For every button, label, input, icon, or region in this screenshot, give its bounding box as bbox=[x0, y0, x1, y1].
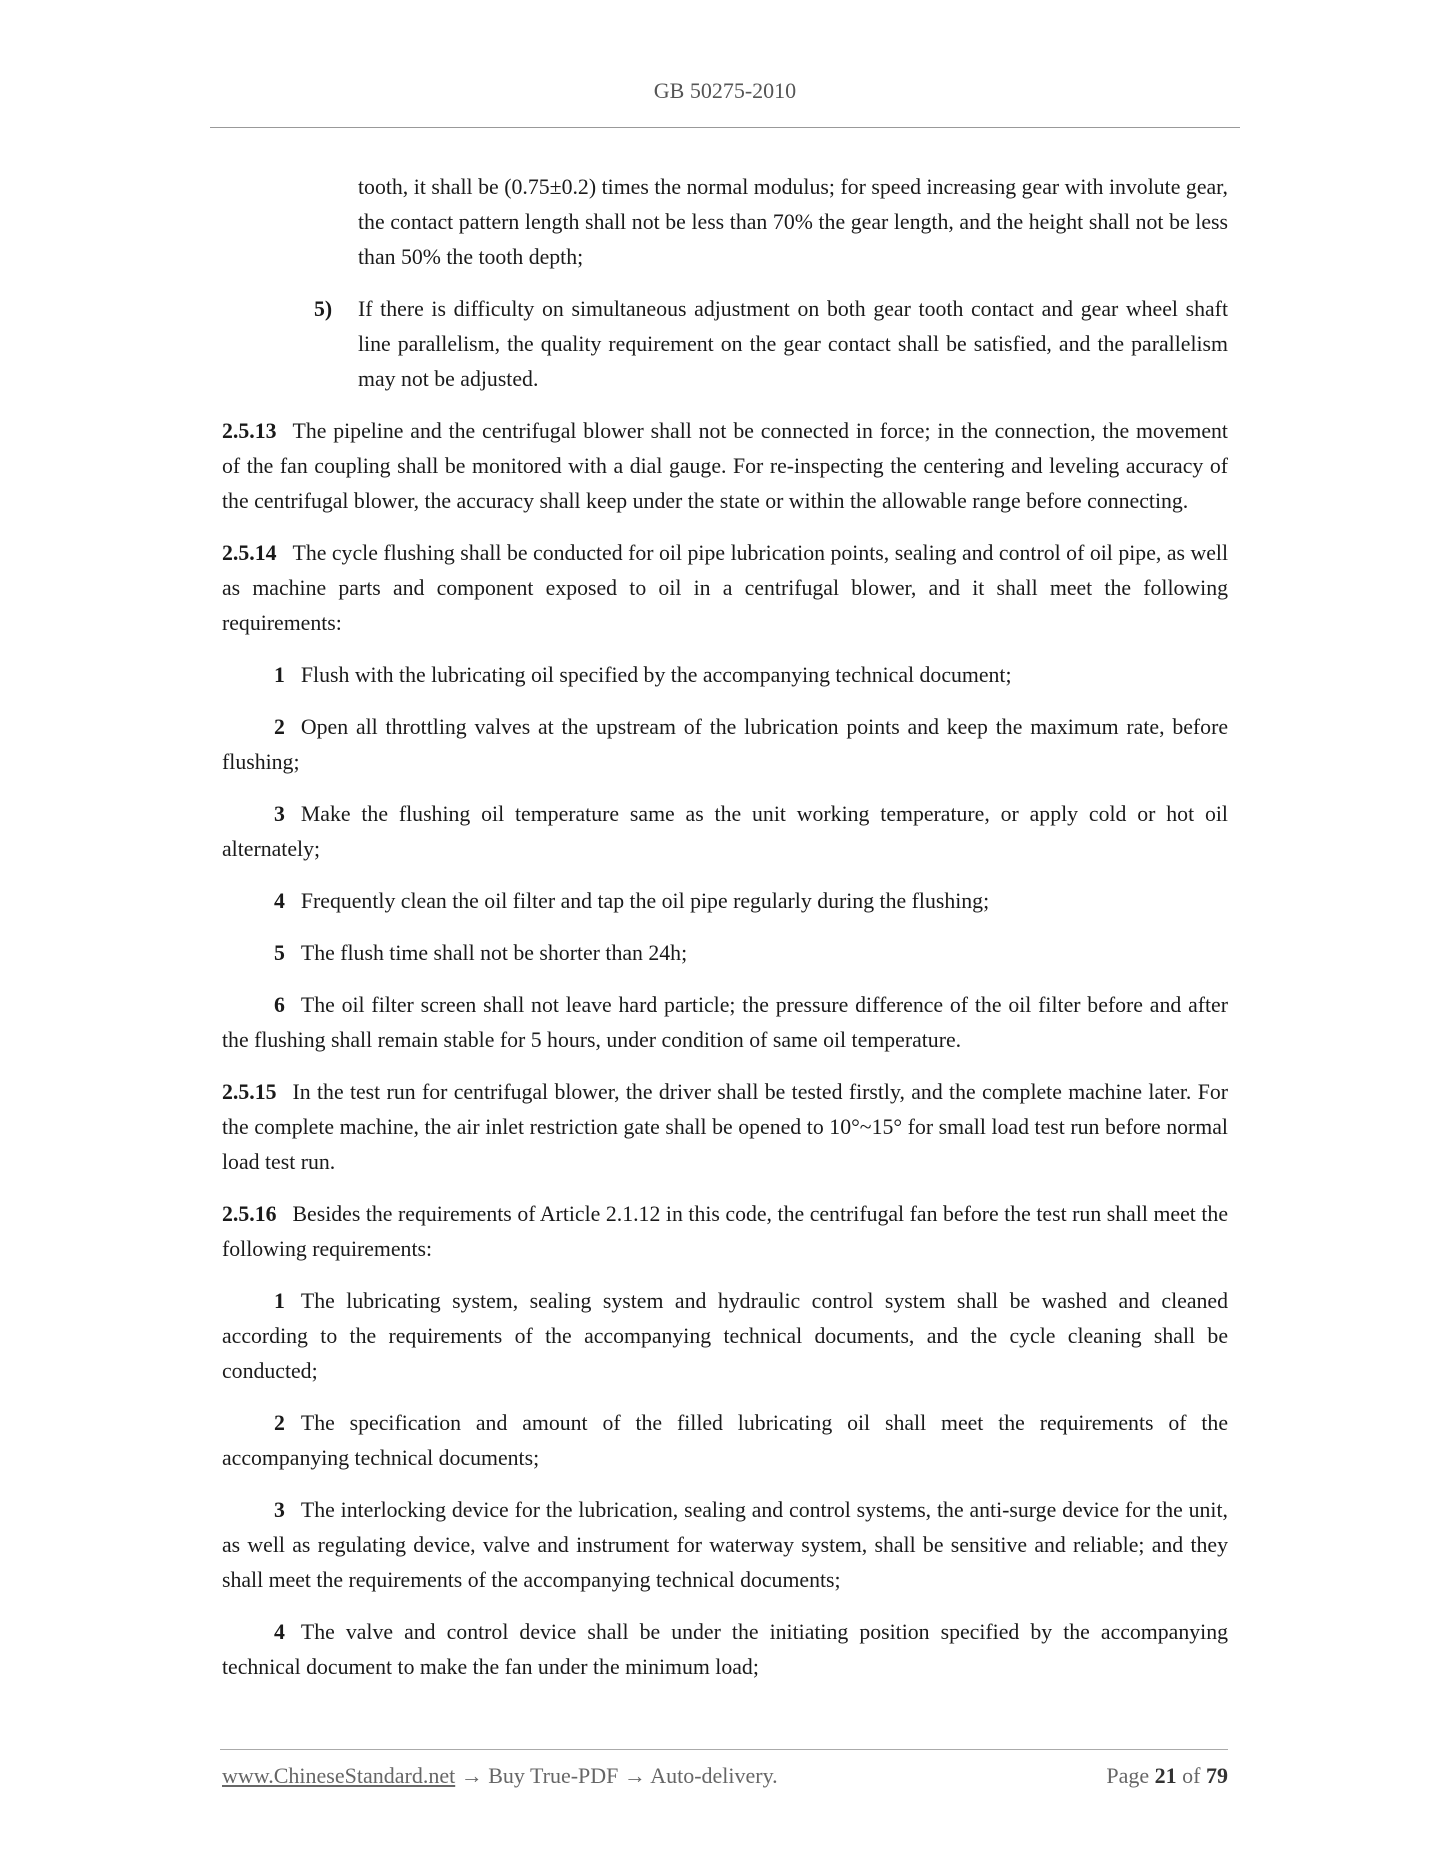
item-number: 3 bbox=[274, 1498, 285, 1522]
item-text: Make the flushing oil temperature same as the unit working temperature, or apply cold or hot oil alternately; bbox=[222, 802, 1228, 861]
clause-2-5-14 bbox=[222, 536, 1228, 641]
clause-number: 2.5.14 bbox=[222, 541, 277, 565]
continued-text: tooth, it shall be (0.75±0.2) times the normal modulus; for speed increasing gear with involute gear, the contact pattern length shall not be less than 70% the gear length, and the height shall not be less than 50% the tooth depth; bbox=[358, 175, 1228, 269]
clause-item bbox=[222, 797, 1228, 867]
item-text: The lubricating system, sealing system and hydraulic control system shall be washed and cleaned according to the requirements of the accompanying technical documents, and the cycle cleaning shall be conducted; bbox=[222, 1289, 1228, 1383]
clause-text: The pipeline and the centrifugal blower shall not be connected in force; in the connection, the movement of the fan coupling shall be monitored with a dial gauge. For re-inspecting the centering and leveling accuracy of the centrifugal blower, the accuracy shall keep under the state or within the allowable range before connecting. bbox=[222, 419, 1228, 513]
clause-number: 2.5.16 bbox=[222, 1202, 277, 1226]
clause-item bbox=[222, 1284, 1228, 1389]
page-label: Page bbox=[1106, 1763, 1150, 1788]
header-divider bbox=[210, 127, 1240, 128]
clause-item bbox=[222, 988, 1228, 1058]
clause-item bbox=[222, 884, 1228, 919]
list-item-5 bbox=[222, 292, 1228, 397]
item-number: 1 bbox=[274, 1289, 285, 1313]
list-item-text: If there is difficulty on simultaneous adjustment on both gear tooth contact and gear wheel shaft line parallelism, the quality requirement on the gear contact shall be satisfied, and the parallelism may not be adjusted. bbox=[358, 297, 1228, 391]
clause-number: 2.5.15 bbox=[222, 1080, 277, 1104]
item-text: Frequently clean the oil filter and tap the oil pipe regularly during the flushing; bbox=[300, 889, 990, 913]
item-number: 6 bbox=[274, 993, 285, 1017]
of-label: of bbox=[1182, 1763, 1201, 1788]
item-text: The valve and control device shall be under the initiating position specified by the accompanying technical document to make the fan under the minimum load; bbox=[222, 1620, 1228, 1679]
clause-item bbox=[222, 1493, 1228, 1598]
clause-text: Besides the requirements of Article 2.1.12 in this code, the centrifugal fan before the test run shall meet the following requirements: bbox=[222, 1202, 1228, 1261]
page-counter bbox=[1106, 1763, 1228, 1789]
item-number: 2 bbox=[274, 715, 285, 739]
item-text: The oil filter screen shall not leave hard particle; the pressure difference of the oil filter before and after the flushing shall remain stable for 5 hours, under condition of same oil temperature. bbox=[222, 993, 1228, 1052]
item-number: 4 bbox=[274, 889, 285, 913]
item-number: 1 bbox=[274, 663, 285, 687]
item-text: The flush time shall not be shorter than 24h; bbox=[300, 941, 688, 965]
item-text: Flush with the lubricating oil specified by the accompanying technical document; bbox=[300, 663, 1012, 687]
list-item-number: 5) bbox=[314, 297, 333, 321]
footer-divider bbox=[220, 1749, 1228, 1750]
clause-item bbox=[222, 1615, 1228, 1685]
total-pages: 79 bbox=[1206, 1763, 1228, 1788]
clause-text: In the test run for centrifugal blower, the driver shall be tested firstly, and the complete machine later. For the complete machine, the air inlet restriction gate shall be opened to 10°~15° for small load test run before normal load test run. bbox=[222, 1080, 1228, 1174]
clause-item bbox=[222, 658, 1228, 693]
clause-2-5-13 bbox=[222, 414, 1228, 519]
clause-2-5-15 bbox=[222, 1075, 1228, 1180]
clause-text: The cycle flushing shall be conducted for oil pipe lubrication points, sealing and control of oil pipe, as well as machine parts and component exposed to oil in a centrifugal blower, and it shall meet the following requirements: bbox=[222, 541, 1228, 635]
clause-2-5-16 bbox=[222, 1197, 1228, 1267]
clause-number: 2.5.13 bbox=[222, 419, 277, 443]
item-text: The specification and amount of the filled lubricating oil shall meet the requirements of the accompanying technical documents; bbox=[222, 1411, 1228, 1470]
item-number: 2 bbox=[274, 1411, 285, 1435]
clause-item bbox=[222, 1406, 1228, 1476]
document-header: GB 50275-2010 bbox=[653, 78, 797, 103]
page-number: 21 bbox=[1154, 1763, 1177, 1788]
footer-promo bbox=[222, 1763, 778, 1789]
item-text: The interlocking device for the lubrication, sealing and control systems, the anti-surge device for the unit, as well as regulating device, valve and instrument for waterway system, shall be sensitive and reliable; and they shall meet the requirements of the accompanying technical documents; bbox=[222, 1498, 1228, 1592]
clause-item bbox=[222, 710, 1228, 780]
item-number: 5 bbox=[274, 941, 285, 965]
page-content bbox=[222, 170, 1228, 1702]
website-link[interactable]: www.ChineseStandard.net bbox=[222, 1763, 456, 1788]
item-number: 4 bbox=[274, 1620, 285, 1644]
item-number: 3 bbox=[274, 802, 285, 826]
clause-item bbox=[222, 936, 1228, 971]
footer-tagline: → Buy True-PDF → Auto-delivery. bbox=[455, 1763, 778, 1788]
item-text: Open all throttling valves at the upstream of the lubrication points and keep the maximum rate, before flushing; bbox=[222, 715, 1228, 774]
